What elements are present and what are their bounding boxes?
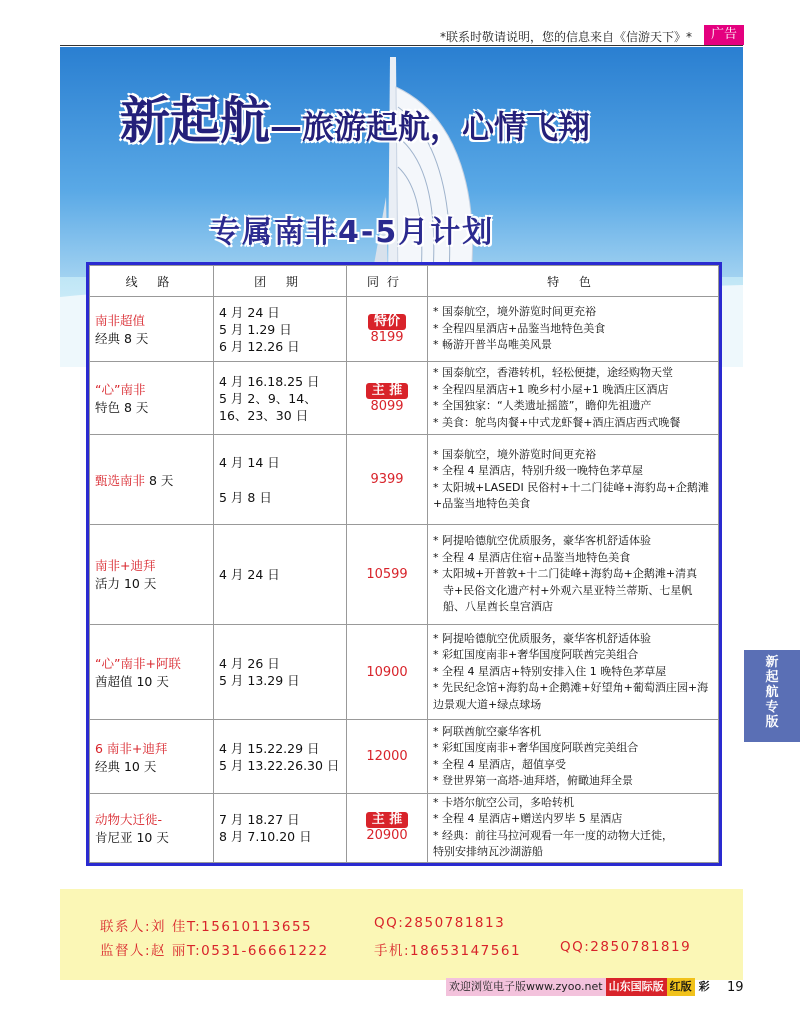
itinerary-table [86,262,722,866]
header-dates: 团 期 [214,266,347,297]
badge: 主 推 [366,383,409,399]
feature-line: * 阿提哈德航空优质服务，豪华客机舒适体验 [433,631,651,645]
feature-line: * 全程 4 星酒店+特别安排入住 1 晚特色茅草屋 [433,664,667,678]
route-duration: 经典 10 天 [95,758,157,774]
date-line: 5 月 2、9、14、16、23、30 日 [219,390,317,423]
feature-line: * 国泰航空，境外游览时间更充裕 [433,305,596,319]
badge: 主 推 [366,812,409,828]
date-line: 5 月 8 日 [219,489,272,505]
header-peer-price: 同行 [347,266,428,297]
date-line: 4 月 24 日 [219,304,280,320]
feature-line: 寺+民俗文化遗产村+外观六星亚特兰蒂斯、七星帆船、八星酋长皇宫酒店 [443,583,693,614]
route-duration: 特色 8 天 [95,400,149,416]
route-duration: 8 天 [145,472,174,488]
contact-person: 联系人:刘 佳T:15610113655 [100,919,313,935]
price: 20900 [366,828,408,844]
feature-line: * 彩虹国度南非+奢华国度阿联酋完美组合 [433,741,639,755]
contact-footer [60,889,743,980]
feature-line: * 经典：前往马拉河观看一年一度的动物大迁徙， [433,828,673,842]
feature-line: 特别安排纳瓦沙湖游船 [433,845,543,859]
date-line: 5 月 13.29 日 [219,673,300,689]
price: 8099 [370,398,404,414]
edition-label: 山东国际版 [606,978,667,996]
table-row [90,435,719,525]
badge: 特价 [368,314,406,330]
side-tab-text: 新起航专版 [765,655,779,730]
route-name: 南非超值 [95,313,146,329]
ad-tag: 广告 [704,25,744,45]
route-name: “心”南非+阿联 [95,656,181,672]
feature-line: * 全程 4 星酒店+赠送内罗毕 5 星酒店 [433,812,623,826]
price: 10900 [366,664,408,680]
table-row [90,525,719,625]
route-name: “心”南非 [95,382,146,398]
route-name: 6 南非+迪拜 [95,740,168,756]
table-row [90,362,719,435]
table-row [90,720,719,793]
red-edition-label: 红版 [667,978,695,996]
date-line: 6 月 12.26 日 [219,338,300,354]
header-features: 特 色 [428,266,719,297]
route-duration: 酋超值 10 天 [95,674,169,690]
route-duration: 肯尼亚 10 天 [95,829,169,845]
contact-qq-2: QQ:2850781819 [560,939,692,955]
feature-line: * 太阳城+LASEDI 民俗村+十二门徒峰+海豹岛+企鹅滩+品鉴当地特色美食 [433,480,709,511]
ad-panel [60,47,743,980]
feature-line: * 太阳城+开普敦+十二门徒峰+海豹岛+企鹅滩+清真 [433,567,698,581]
date-line: 4 月 15.22.29 日 [219,740,320,756]
feature-line: * 全国独家：“人类遗址摇篮”，瞻仰先祖遗产 [433,399,652,413]
color-label: 彩 [698,980,710,993]
top-divider [60,45,743,46]
subhead: 专属南非4-5月计划 [210,215,495,250]
feature-line: * 全程四星酒店+品鉴当地特色美食 [433,321,606,335]
feature-line: * 全程 4 星酒店，超值享受 [433,757,566,771]
website-link[interactable]: 欢迎浏览电子版www.zyoo.net [446,978,606,996]
date-line: 5 月 1.29 日 [219,321,292,337]
date-line: 4 月 14 日 [219,454,280,470]
date-line: 5 月 13.22.26.30 日 [219,757,340,773]
headline-brand: 新起航 [120,92,270,150]
feature-line: * 阿提哈德航空优质服务，豪华客机舒适体验 [433,534,651,548]
table-row [90,624,719,720]
route-name: 南非+迪拜 [95,558,156,574]
contact-qq: QQ:2850781813 [374,915,506,931]
table-row [90,793,719,862]
feature-line: * 国泰航空，香港转机，轻松便捷，途经购物天堂 [433,366,673,380]
date-line: 7 月 18.27 日 [219,811,300,827]
feature-line: * 美食：鸵鸟肉餐+中式龙虾餐+酒庄酒店西式晚餐 [433,415,681,429]
supervisor: 监督人:赵 丽T:0531-66661222 [100,943,329,959]
route-name: 甄选南非 [95,472,146,488]
edition-side-tab [744,650,800,742]
feature-line: * 全程 4 星酒店住宿+品鉴当地特色美食 [433,550,631,564]
header-route: 线 路 [90,266,214,297]
headline-slogan: —旅游起航，心情飞翔 [270,108,591,146]
headline [120,81,590,153]
feature-line: * 全程 4 星酒店，特别升级一晚特色茅草屋 [433,464,643,478]
feature-line: * 阿联酋航空豪华客机 [433,724,541,738]
feature-line: * 国泰航空，境外游览时间更充裕 [433,447,596,461]
feature-line: * 畅游开普半岛唯美风景 [433,338,552,352]
table-row [90,297,719,362]
date-line: 4 月 26 日 [219,656,280,672]
price: 9399 [370,472,404,488]
bottom-bar [446,978,714,996]
date-line: 8 月 7.10.20 日 [219,828,312,844]
feature-line: * 登世界第一高塔-迪拜塔，俯瞰迪拜全景 [433,774,633,788]
feature-line: * 彩虹国度南非+奢华国度阿联酋完美组合 [433,648,639,662]
price: 10599 [366,566,408,582]
route-name: 动物大迁徙- [95,811,163,827]
page-number: 19 [727,980,744,995]
route-duration: 活力 10 天 [95,576,157,592]
feature-line: * 卡塔尔航空公司，多哈转机 [433,795,574,809]
contact-mobile: 手机:18653147561 [374,943,522,959]
date-line: 4 月 24 日 [219,566,280,582]
date-line: 4 月 16.18.25 日 [219,373,320,389]
price: 8199 [370,329,404,345]
feature-line: * 先民纪念馆+海豹岛+企鹅滩+好望角+葡萄酒庄园+海边景观大道+绿点球场 [433,681,709,711]
top-note: *联系时敬请说明，您的信息来自《信游天下》* [440,30,693,44]
route-duration: 经典 8 天 [95,331,149,347]
price: 12000 [366,749,408,765]
feature-line: * 全程四星酒店+1 晚乡村小屋+1 晚酒庄区酒店 [433,382,669,396]
